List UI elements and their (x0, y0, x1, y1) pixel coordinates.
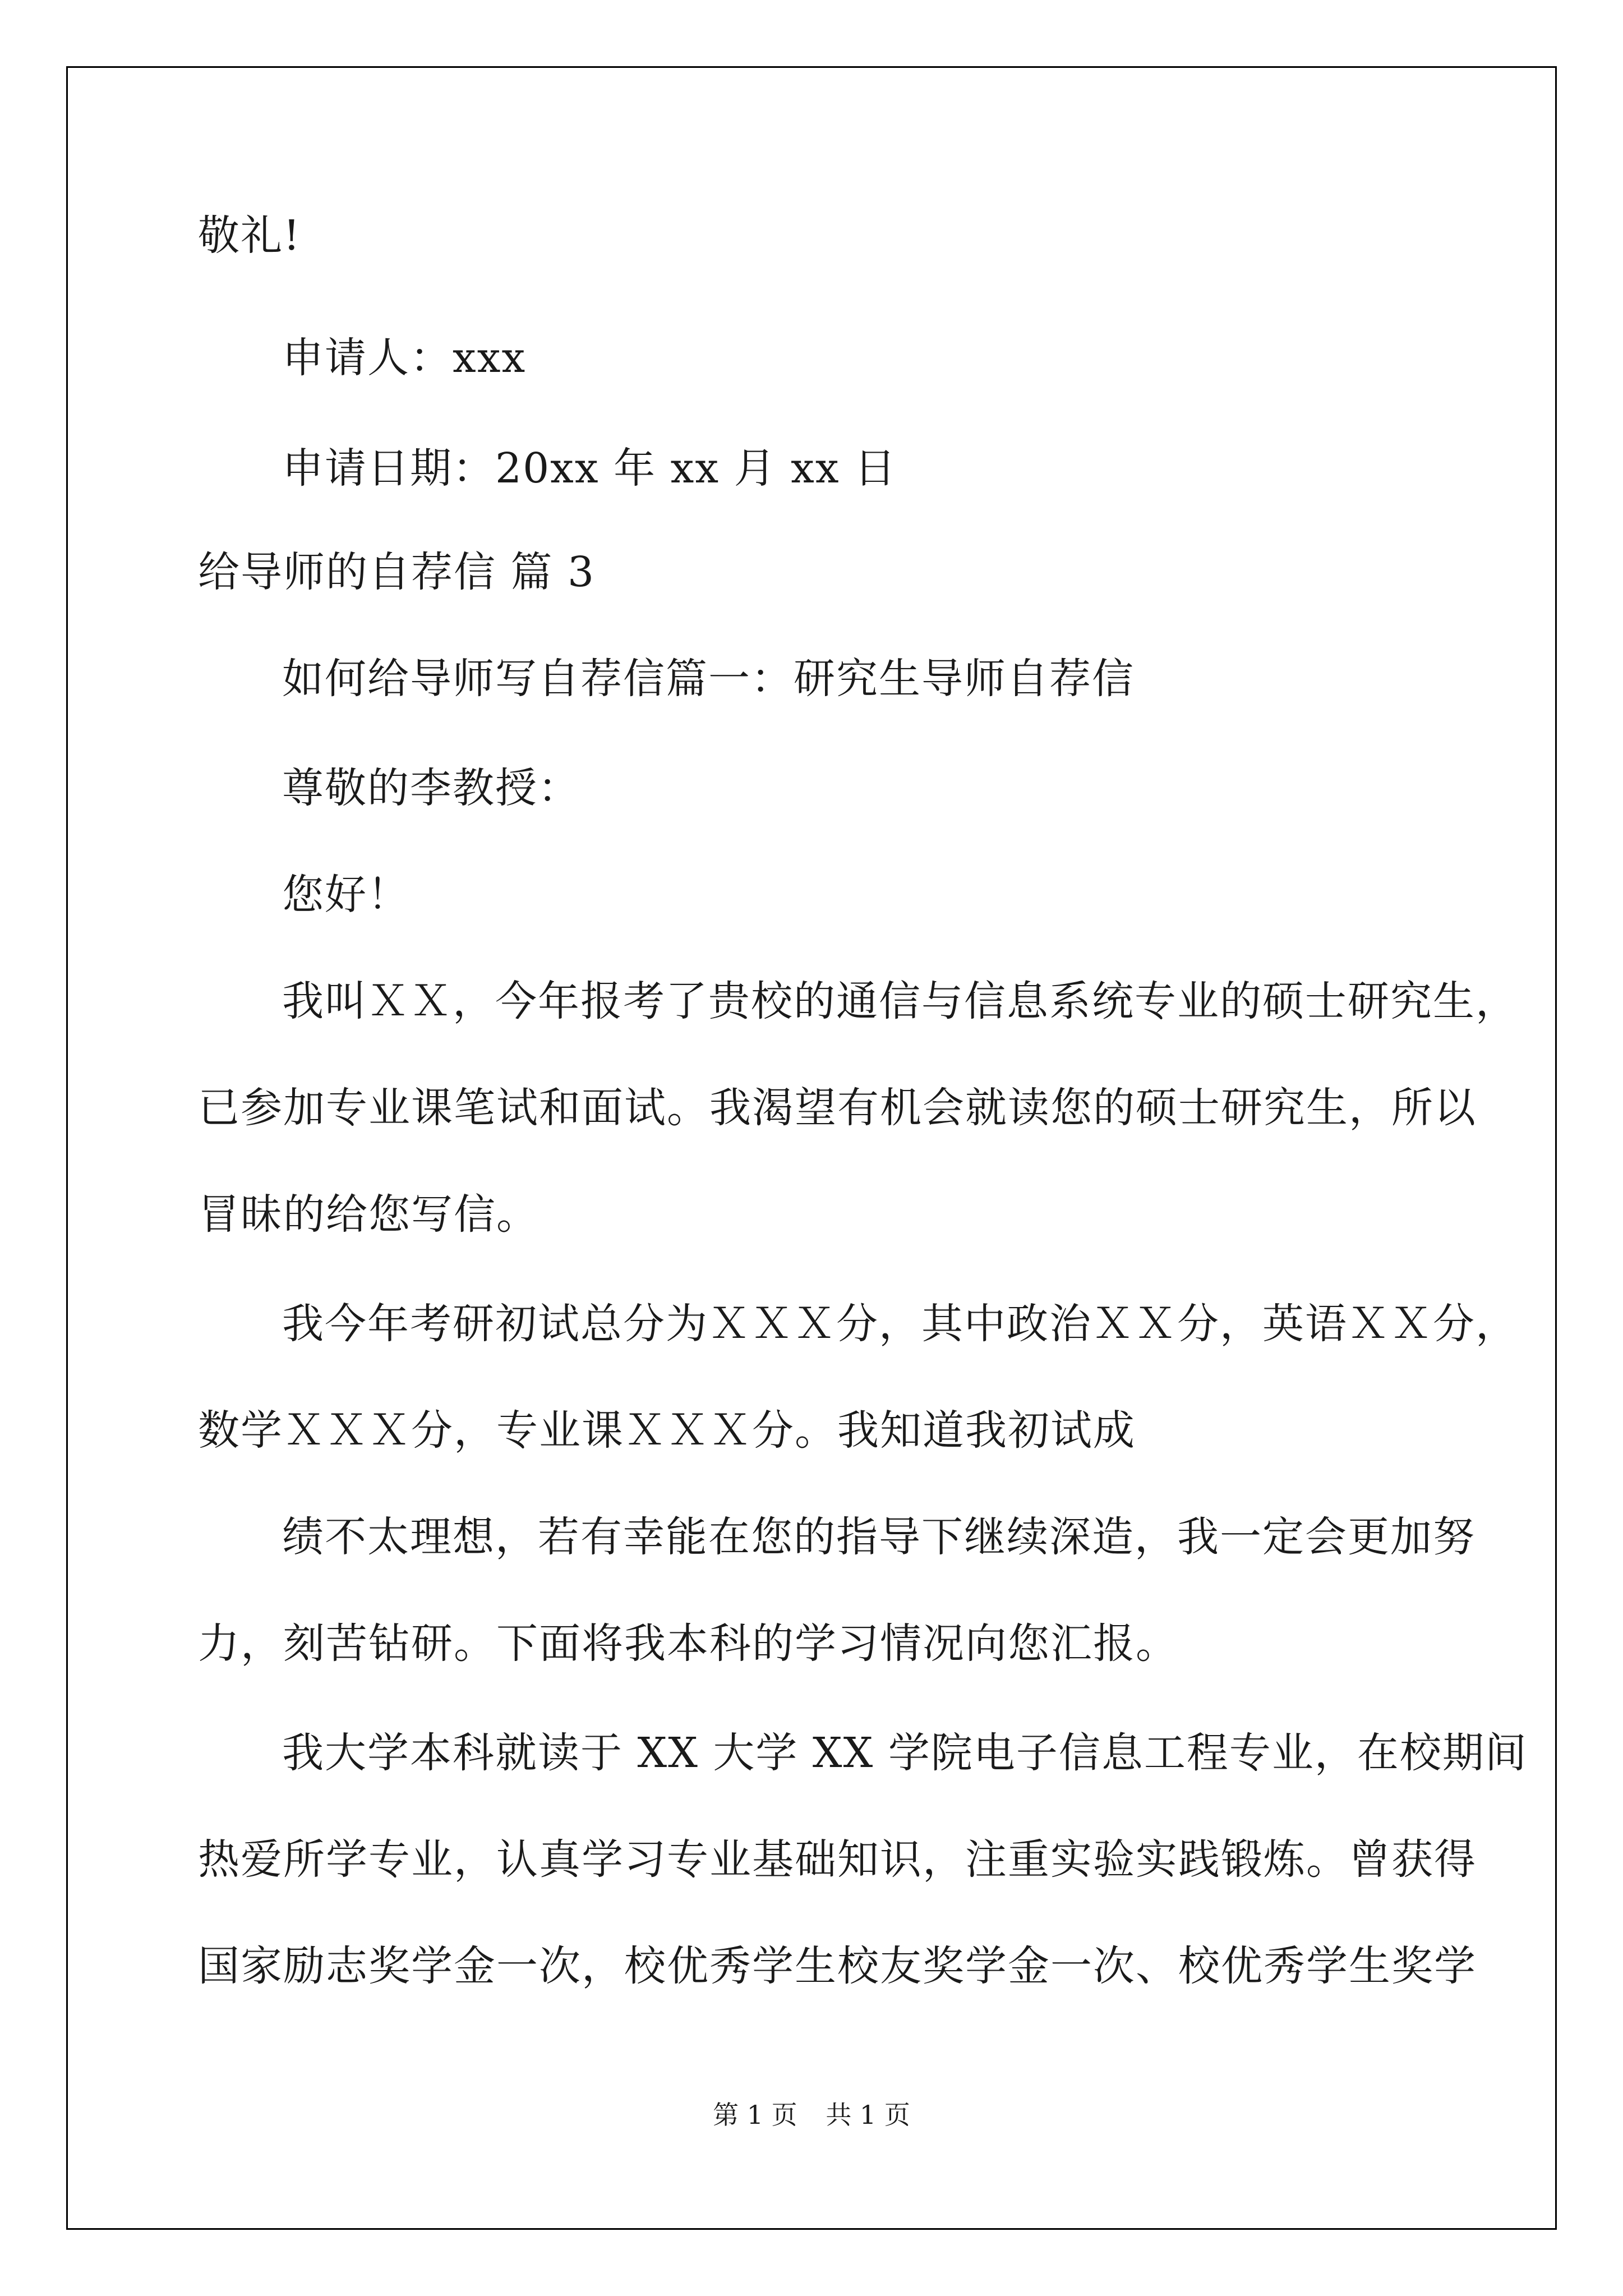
body-paragraph-line: 已参加专业课笔试和面试。我渴望有机会就读您的硕士研究生，所以 (198, 1084, 1477, 1132)
page-total: 共 1 页 (826, 2100, 910, 2130)
page-number: 第 1 页 (713, 2100, 797, 2130)
closing-salutation: 敬礼! (198, 211, 301, 260)
letter-hello: 您好！ (282, 871, 410, 919)
body-paragraph-line: 绩不太理想，若有幸能在您的指导下继续深造，我一定会更加努 (282, 1513, 1476, 1561)
body-paragraph-line: 我大学本科就读于 XX 大学 XX 学院电子信息工程专业，在校期间 (282, 1729, 1528, 1777)
page-border (66, 66, 1557, 2230)
applicant-line: 申请人：xxx (282, 334, 527, 382)
page-footer (0, 2098, 1623, 2132)
body-paragraph-line: 热爱所学专业，认真学习专业基础知识，注重实验实践锻炼。曾获得 (198, 1835, 1477, 1884)
application-date-line: 申请日期：20xx 年 xx 月 xx 日 (282, 444, 897, 493)
body-paragraph-line: 力，刻苦钻研。下面将我本科的学习情况向您汇报。 (198, 1619, 1178, 1668)
body-paragraph-line: 国家励志奖学金一次，校优秀学生校友奖学金一次、校优秀学生奖学 (198, 1942, 1477, 1990)
section-heading: 给导师的自荐信 篇 3 (198, 548, 596, 596)
body-paragraph-line: 冒昧的给您写信。 (198, 1190, 539, 1239)
letter-greeting: 尊敬的李教授： (282, 764, 580, 812)
body-paragraph-line: 数学ＸＸＸ分，专业课ＸＸＸ分。我知道我初试成 (198, 1406, 1136, 1455)
body-paragraph-line: 我叫ＸＸ，今年报考了贵校的通信与信息系统专业的硕士研究生， (282, 977, 1518, 1025)
body-paragraph-line: 我今年考研初试总分为ＸＸＸ分，其中政治ＸＸ分，英语ＸＸ分， (282, 1300, 1518, 1348)
article-title: 如何给导师写自荐信篇一：研究生导师自荐信 (282, 655, 1135, 703)
